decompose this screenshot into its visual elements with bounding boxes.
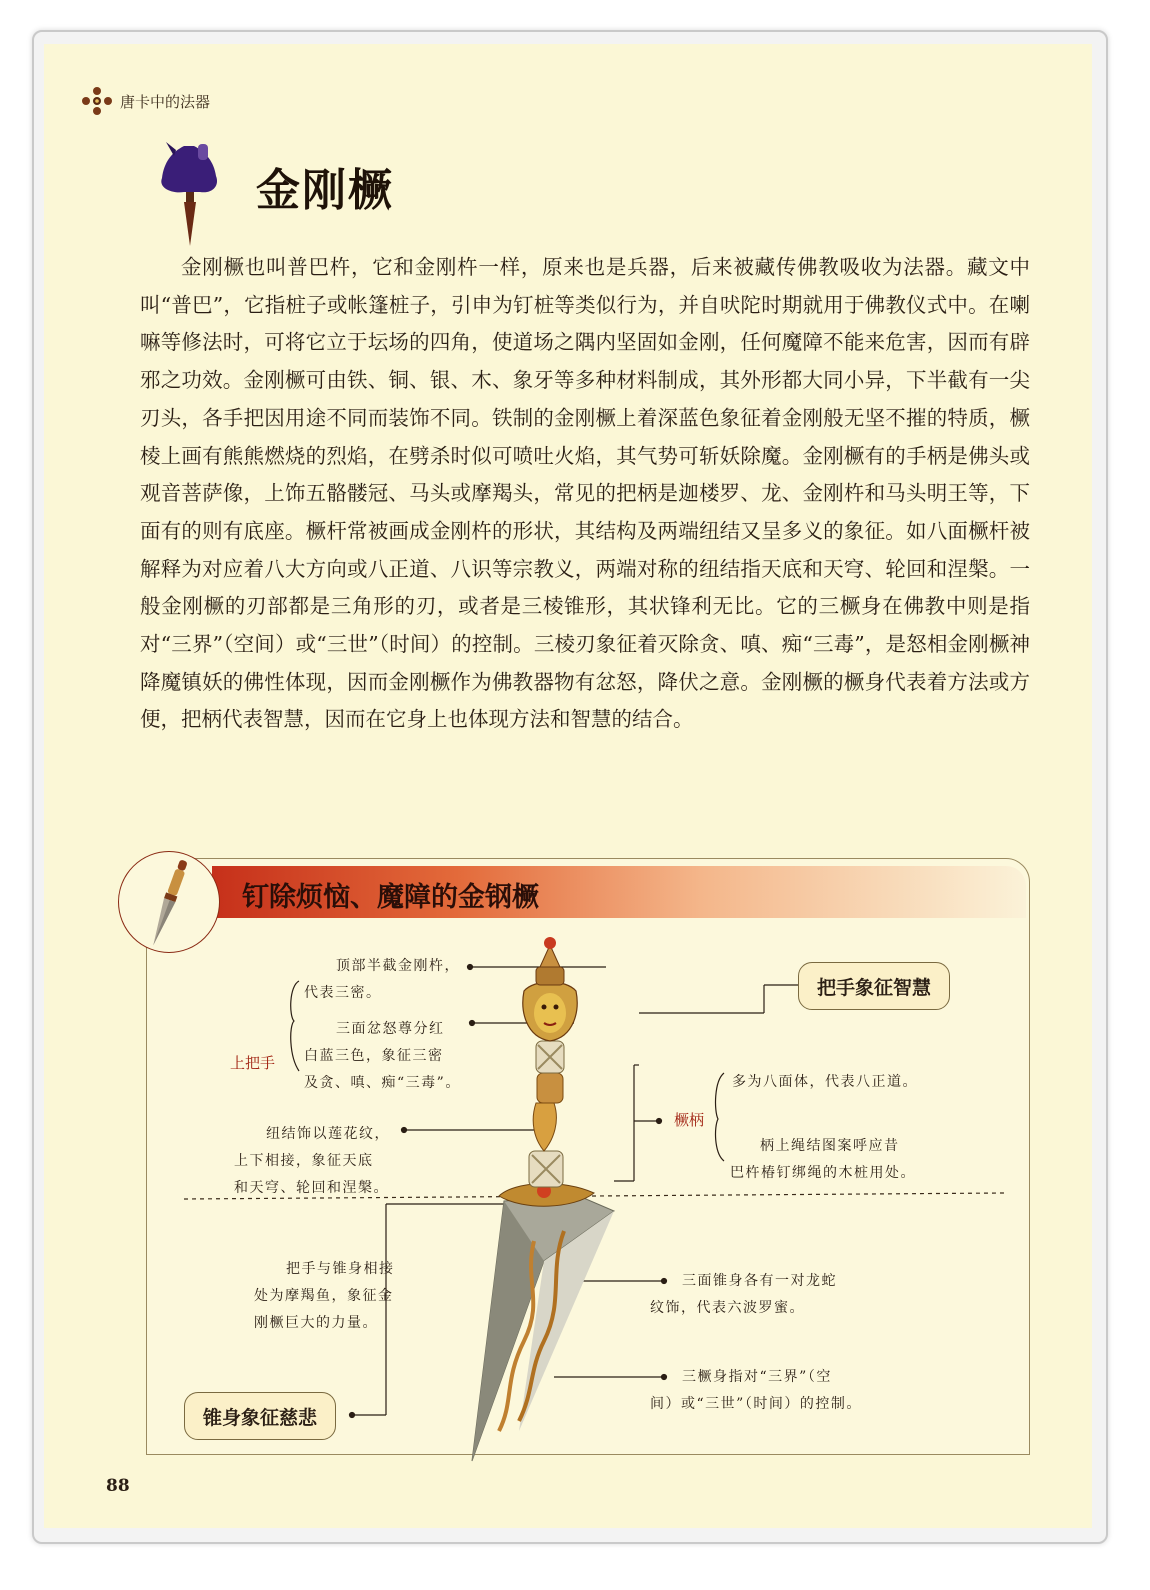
phurba-title-icon bbox=[154, 142, 224, 247]
blade-label-1a: 三面锥身各有一对龙蛇 bbox=[682, 1273, 837, 1289]
phurba-illustration bbox=[472, 937, 614, 1461]
knot-label-b: 上下相接，象征天底 bbox=[234, 1153, 374, 1169]
blade-label-1b: 纹饰，代表六波罗蜜。 bbox=[650, 1300, 805, 1316]
shaft-label: 橛柄 bbox=[674, 1111, 705, 1129]
ornament-icon bbox=[80, 86, 114, 116]
upper-label-2b: 白蓝三色，象征三密 bbox=[304, 1048, 444, 1064]
upper-handle-label: 上把手 bbox=[230, 1054, 276, 1072]
shaft-label-1: 多为八面体，代表八正道。 bbox=[732, 1074, 918, 1090]
running-header bbox=[80, 86, 210, 116]
upper-label-1b: 代表三密。 bbox=[304, 985, 382, 1001]
shaft-label-2a: 柄上绳结图案呼应昔 bbox=[760, 1138, 900, 1154]
upper-label-2a: 三面忿怒尊分红 bbox=[336, 1021, 445, 1037]
running-title: 唐卡中的法器 bbox=[120, 92, 211, 111]
knot-label-a: 纽结饰以莲花纹， bbox=[266, 1126, 390, 1142]
blade-label-2b: 间）或“三世”（时间）的控制。 bbox=[650, 1396, 862, 1412]
makara-label-c: 刚橛巨大的力量。 bbox=[254, 1315, 378, 1331]
phurba-diagram bbox=[104, 841, 1054, 1481]
handle-wisdom-pill: 把手象征智慧 bbox=[798, 962, 950, 1010]
knot-label-c: 和天穹、轮回和涅槃。 bbox=[234, 1180, 389, 1196]
makara-label-b: 处为摩羯鱼，象征金 bbox=[254, 1288, 394, 1304]
makara-label-a: 把手与锥身相接 bbox=[286, 1261, 395, 1277]
article-title: 金刚橛 bbox=[256, 165, 394, 216]
book-page bbox=[44, 44, 1092, 1528]
shaft-label-2b: 巴杵椿钉绑绳的木桩用处。 bbox=[730, 1165, 916, 1181]
upper-label-1a: 顶部半截金刚杵， bbox=[336, 958, 460, 974]
diagram-title: 钉除烦恼、魔障的金钢橛 bbox=[242, 882, 539, 913]
upper-label-2c: 及贪、嗔、痴“三毒”。 bbox=[304, 1075, 461, 1091]
article-body: 金刚橛也叫普巴杵，它和金刚杵一样，原来也是兵器，后来被藏传佛教吸收为法器。藏文中叫“普巴”，它指桩子或帐篷桩子，引申为钉桩等类似行为，并自吠陀时期就用于佛教仪式中。在喇嘛等修法时，可将它立于坛场的四角，使道场之隅内坚固如金刚，任何魔障不能来危害，因而有辟邪之功效。金刚橛可由铁、铜、银、木、象牙等多种材料制成，其外形都大同小异，下半截有一尖刃头，各手把因用途不同而装饰不同。铁制的金刚橛上着深蓝色象征着金刚般无坚不摧的特质，橛棱上画有熊熊燃烧的烈焰，在劈杀时似可喷吐火焰，其气势可斩妖除魔。金刚橛有的手柄是佛头或观音菩萨像，上饰五骼髅冠、马头或摩羯头，常见的把柄是迦楼罗、龙、金刚杵和马头明王等，下面有的则有底座。橛杆常被画成金刚杵的形状，其结构及两端纽结又呈多义的象征。如八面橛杆被解释为对应着八大方向或八正道、八识等宗教义，两端对称的纽结指天底和天穹、轮回和涅槃。一般金刚橛的刃部都是三角形的刃，或者是三棱锥形，其状锋利无比。它的三橛身在佛教中则是指对“三界”（空间）或“三世”（时间）的控制。三棱刃象征着灭除贪、嗔、痴“三毒”，是怒相金刚橛神降魔镇妖的佛性体现，因而金刚橛作为佛教器物有忿怒，降伏之意。金刚橛的橛身代表着方法或方便，把柄代表智慧，因而在它身上也体现方法和智慧的结合。 bbox=[140, 255, 1030, 732]
blade-label-2a: 三橛身指对“三界”（空 bbox=[682, 1369, 832, 1385]
blade-compassion-pill: 锥身象征慈悲 bbox=[184, 1392, 336, 1440]
page-number: 88 bbox=[106, 1476, 130, 1496]
